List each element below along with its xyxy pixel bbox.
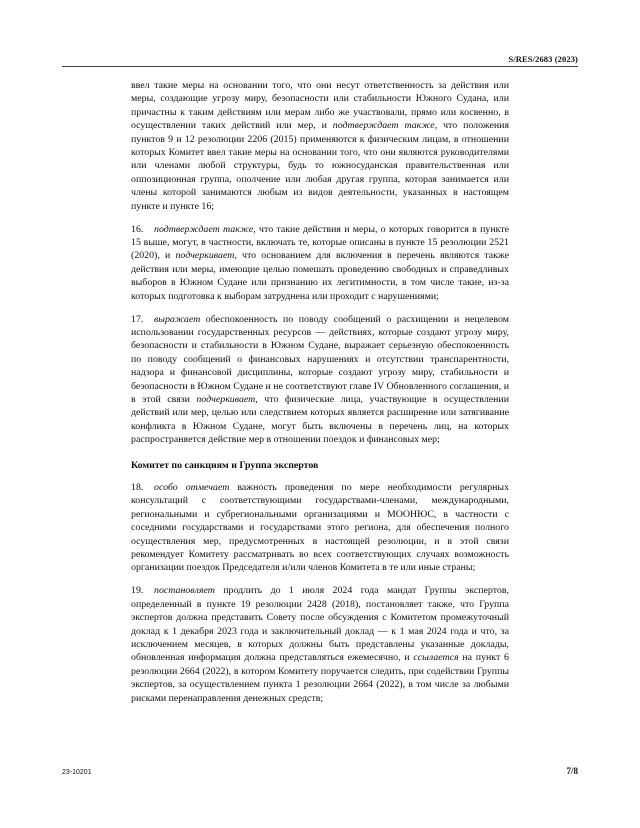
operative-verb: ссылается [413, 652, 459, 664]
header-rule [62, 66, 578, 67]
document-symbol: S/RES/2683 (2023) [508, 54, 578, 64]
paragraph-number: 17. [131, 313, 144, 325]
paragraph-text: , что такие действия и меры, о которых говорится в пункте 15 выше, могут, в частности, включать те, которые описаны в пункте 15 резолюции 2521 (2020), и [131, 223, 509, 262]
paragraph-text: важность проведения по мере необходимости регулярных консультаций с соответствующими государствами-членами, международными, региональными и субрегиональными организациями и МООНЮС, в частности с соседними государствами и государствами этого региона, для обеспечения полного осуществления мер, предусмотренных в настоящей резолюции, и в этой связи рекомендует Комитету рассматривать во всех соответствующих случаях возможность организации поездок Председателя и/или членов Комитета в те или иные страны; [131, 481, 510, 574]
paragraph-number: 19. [131, 585, 144, 597]
paragraph-16 [131, 223, 509, 303]
paragraph-text: , что положения пунктов 9 и 12 резолюции 2206 (2015) применяются к физическим лицам, в отношении которых Комитет ввел такие меры на основании того, что они являются руководителями или членами любой структуры, будь то южносуданская правительственная или оппозиционная группа, ополчение или любая другая группа, которая занимается или члены которой занимаются любым из видов деятельности, указанных в настоящем пункте и пункте 16; [131, 120, 509, 212]
document-body [131, 79, 509, 714]
operative-verb: подтверждает также [332, 120, 435, 132]
operative-verb: выражает [154, 313, 201, 325]
operative-verb: особо отмечает [154, 481, 230, 493]
paragraph-continuation [131, 79, 509, 213]
paragraph-text: ввел такие меры на основании того, что они несут ответственность за действия или меры, создающие угрозу миру, безопасности или стабильности Южного Судана, или причастны к таким действиям или мерам либо же участвовали, прямо или косвенно, в осуществлении таких действий или мер, и [131, 80, 509, 132]
operative-verb: постановляет [154, 585, 215, 597]
section-heading: Комитет по санкциям и Группа экспертов [131, 459, 319, 471]
paragraph-number: 18. [131, 481, 144, 493]
paragraph-text: , что физические лица, участвующие в осуществлении действий или мер, целью или следствием которых является расширение или затягивание конфликта в Южном Судане, могут быть включены в перечень лиц, на которых распространяется действие мер в отношении поездок и финансовых мер; [131, 393, 510, 446]
operative-verb: подтверждает также [154, 223, 254, 235]
operative-verb: подчеркивает [175, 250, 235, 262]
paragraph-text: обеспокоенность по поводу сообщений о расхищении и нецелевом использовании государственных ресурсов — действиях, которые создают угрозу миру, безопасности и стабильности в Южном Судане, выражает серьезную обеспокоенность по поводу сообщений о финансовых нарушениях и отсутствии транспарентности, надзора и финансовой дисциплины, которые создают угрозу миру, стабильности и безопасности в Южном Судане и не соответствуют главе IV Обновленного соглашения, и в этой связи [131, 313, 509, 405]
paragraph-17 [131, 313, 509, 447]
paragraph-19 [131, 584, 509, 705]
page-number: 7/8 [566, 766, 578, 776]
paragraph-text: на пункт 6 резолюции 2664 (2022), в котором Комитету поручается следить, при содействии Группы экспертов, за осуществлением пункта 1 резолюции 2664 (2022), в том числе за любыми рисками перенаправления денежных средств; [131, 652, 509, 704]
operative-verb: подчеркивает [196, 393, 256, 405]
document-number: 23-10201 [62, 769, 92, 776]
paragraph-number: 16. [131, 223, 144, 235]
paragraph-text: , что основанием для включения в перечень являются также действия или меры, имеющие целью помешать проведению свободных и справедливых выборов в Южном Судане или признанию их легитимности, в том числе такие, из-за которых подготовка к выборам затруднена или проходит с нарушениями; [131, 250, 509, 302]
paragraph-text: продлить до 1 июля 2024 года мандат Группы экспертов, определенный в пункте 19 резолюции 2428 (2018), постановляет также, что Группа экспертов должна представить Совету после обсуждения с Комитетом промежуточный доклад к 1 декабря 2023 года и заключительный доклад — к 1 мая 2024 года и что, за исключением месяцев, в которых должны быть представлены указанные доклады, обновленная информация должна представляться ежемесячно, и [131, 585, 509, 664]
paragraph-18 [131, 481, 509, 575]
